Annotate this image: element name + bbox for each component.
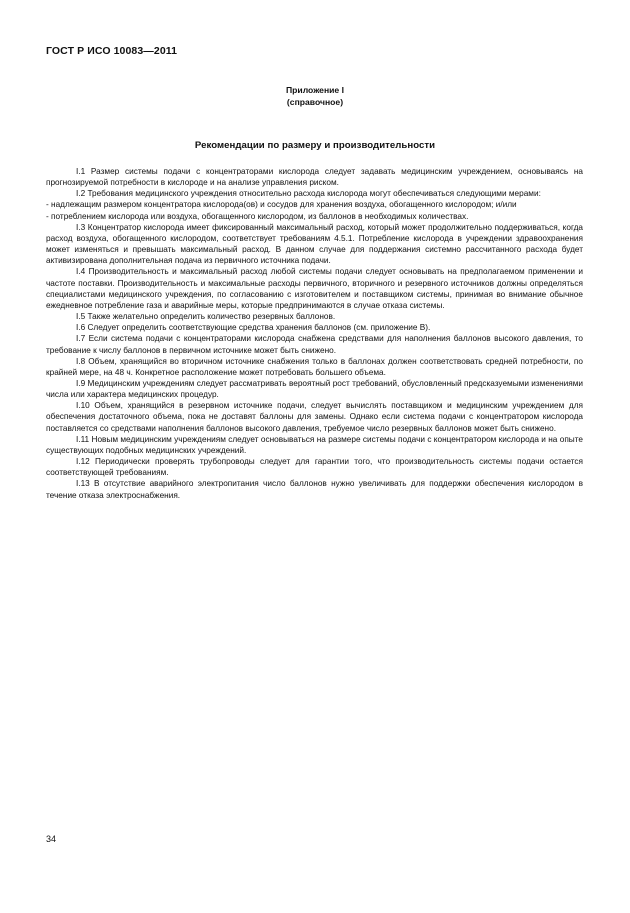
section-heading: Рекомендации по размеру и производительности	[194, 140, 436, 151]
paragraph-i7: I.7 Если система подачи с концентраторами кислорода снабжена средствами для наполнения баллонов высокого давления, то требование к числу баллонов в первичном источнике может быть снижено.	[46, 334, 583, 355]
paragraph-i2: I.2 Требования медицинского учреждения относительно расхода кислорода могут обеспечиваться следующими мерами:	[76, 189, 541, 199]
paragraph-i1: I.1 Размер системы подачи с концентраторами кислорода следует задавать медицинским учреждением, основываясь на прогнозируемой потребности в кислороде и на анализе управления риском.	[46, 167, 583, 188]
paragraph-i12: I.12 Периодически проверять трубопроводы следует для гарантии того, что производительность системы подачи остается соответствующей требованиям.	[46, 457, 583, 478]
paragraph-i4: I.4 Производительность и максимальный расход любой системы подачи следует основывать на предполагаемом применении и частоте поставки. Производительность и максимальные расходы первичного, вторичного и резервного источников должны определяться специалистами медицинского учреждения, по согласованию с изготовителем и поставщиком системы, принимая во внимание обычное ежедневное потребление газа и аварийные меры, которые предпринимаются в случае отказа системы.	[46, 267, 583, 310]
page-number: 34	[46, 834, 57, 844]
paragraph-i8: I.8 Объем, хранящийся во вторичном источнике снабжения только в баллонах должен соответствовать средней потребности, по крайней мере, на 48 ч. Конкретное расположение может потребовать большего объема.	[46, 356, 583, 377]
annex-type: (справочное)	[286, 96, 344, 107]
paragraph-i10: I.10 Объем, хранящийся в резервном источнике подачи, следует вычислять поставщиком и медицинским учреждением для обеспечения достаточного объема, пока не доставят баллоны для замены. Однако если система подачи с концентратором кислорода поставляется со средствами наполнения баллонов высокого давления, требуемое число резервных баллонов может быть снижено.	[46, 401, 583, 433]
paragraph-i6: I.6 Следует определить соответствующие средства хранения баллонов (см. приложение В).	[76, 323, 431, 333]
paragraph-i5: I.5 Также желательно определить количество резервных баллонов.	[76, 312, 336, 322]
list-item-cylinders: - потреблением кислорода или воздуха, обогащенного кислородом, из баллонов в необходимых количествах.	[46, 211, 469, 221]
paragraph-i9: I.9 Медицинским учреждениям следует рассматривать вероятный рост требований, обусловленный предсказуемыми изменениями числа или характера медицинских процедур.	[46, 378, 583, 400]
paragraph-i3: I.3 Концентратор кислорода имеет фиксированный максимальный расход, который может продолжительно поддерживаться, когда расход воздуха, обогащенного кислородом, соответствует требованиям 4.5.1. Потребление кислорода в учреждении здравоохранения может изменяться и превышать максимальный расход. В данном случае для поддержания системно рассчитанного расхода будет активизирована дополнительная подача из первичного источника подачи.	[46, 222, 583, 266]
annex-title: Приложение I	[286, 85, 344, 95]
list-item-concentrator: - надлежащим размером концентратора кислорода(ов) и сосудов для хранения воздуха, обогащенного кислородом; и/или	[46, 200, 517, 210]
standard-header: ГОСТ Р ИСО 10083—2011	[46, 45, 178, 57]
body-text	[46, 166, 583, 501]
annex-block	[0, 85, 630, 108]
paragraph-i13: I.13 В отсутствие аварийного электропитания число баллонов нужно увеличивать для поддержки обеспечения кислородом в течение отказа электроснабжения.	[46, 479, 583, 500]
paragraph-i11: I.11 Новым медицинским учреждениям следует основываться на размере системы подачи с концентратором кислорода и на опыте существующих подобных медицинских учреждений.	[46, 434, 583, 455]
